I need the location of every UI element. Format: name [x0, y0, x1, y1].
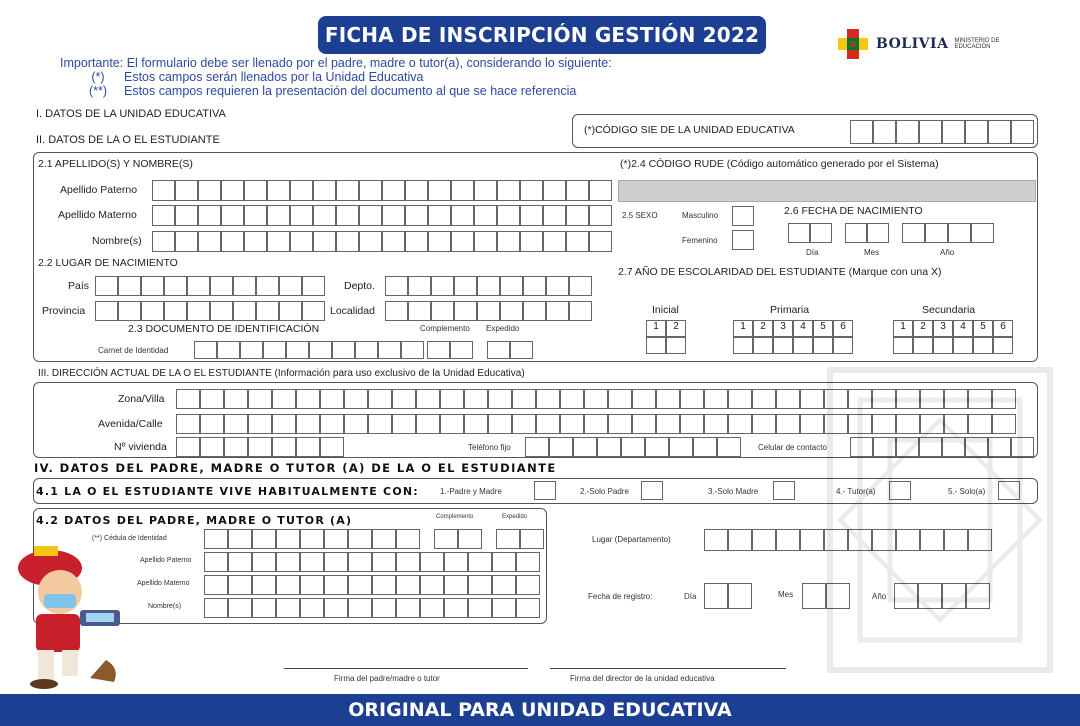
section-4-title: IV. DATOS DEL PADRE, MADRE O TUTOR (A) DE LA O EL ESTUDIANTE	[34, 461, 557, 475]
primaria-label: Primaria	[770, 304, 810, 316]
primaria-grade-5: 5	[813, 320, 833, 337]
note-mark-2: (**)	[88, 84, 108, 98]
depto-label: Depto.	[344, 280, 375, 292]
names-title: 2.1 APELLIDO(S) Y NOMBRE(S)	[38, 158, 193, 170]
carnet-label: Carnet de Identidad	[98, 346, 169, 355]
parent-materno-input[interactable]	[204, 575, 540, 595]
doc-complemento-label: Complemento	[420, 324, 470, 333]
watermark-pattern	[820, 360, 1060, 680]
sexo-label: 2.5 SEXO	[622, 211, 658, 220]
provincia-input[interactable]	[95, 301, 325, 321]
parent-data-title: 4.2 DATOS DEL PADRE, MADRE O TUTOR (A)	[36, 514, 353, 527]
localidad-label: Localidad	[330, 305, 375, 317]
parent-ci-label: (**) Cédula de Identidad	[92, 535, 167, 542]
section-1-title: I. DATOS DE LA UNIDAD EDUCATIVA	[36, 108, 226, 120]
option-5-label: 5.- Solo(a)	[948, 487, 986, 496]
section-2-title: II. DATOS DE LA O EL ESTUDIANTE	[36, 134, 220, 146]
director-signature-line	[550, 668, 786, 669]
mascot-illustration	[10, 540, 130, 690]
registro-mes-label: Mes	[778, 590, 794, 599]
pais-input[interactable]	[95, 276, 325, 296]
fecha-registro-label: Fecha de registro:	[588, 592, 653, 601]
option-2-label: 2.-Solo Padre	[580, 487, 629, 496]
sie-code-input[interactable]	[850, 120, 1034, 144]
bolivia-emblem-icon	[836, 27, 870, 61]
note-mark-1: (*)	[91, 70, 105, 84]
vivienda-input[interactable]	[176, 437, 344, 457]
pais-label: País	[68, 280, 90, 292]
parent-complemento-input[interactable]	[434, 529, 482, 549]
parent-expedido-label: Expedido	[502, 514, 528, 520]
parent-nombres-label: Nombre(s)	[148, 603, 182, 610]
telefono-label: Teléfono fijo	[468, 443, 511, 452]
director-signature-label: Firma del director de la unidad educativa	[570, 674, 715, 683]
primaria-grades	[733, 320, 853, 337]
femenino-checkbox[interactable]	[732, 230, 754, 250]
secundaria-grade-2: 2	[913, 320, 933, 337]
inicial-check-row[interactable]	[646, 337, 686, 354]
primaria-grade-4: 4	[793, 320, 813, 337]
secundaria-check-row[interactable]	[893, 337, 1013, 354]
escolaridad-label: 2.7 AÑO DE ESCOLARIDAD DEL ESTUDIANTE (Marque con una X)	[618, 266, 942, 278]
note-text-1: Estos campos serán llenados por la Unidad Educativa	[124, 70, 424, 84]
note-text-2: Estos campos requieren la presentación del documento al que se hace referencia	[124, 84, 577, 98]
secundaria-label: Secundaria	[922, 304, 976, 316]
doc-expedido-input[interactable]	[487, 341, 533, 359]
masculino-label: Masculino	[682, 211, 719, 220]
birth-year-input[interactable]	[902, 223, 994, 243]
secundaria-grade-5: 5	[973, 320, 993, 337]
sie-label: (*)CÓDIGO SIE DE LA UNIDAD EDUCATIVA	[584, 124, 795, 136]
registro-dia-input[interactable]	[704, 583, 752, 609]
fecha-nac-label: 2.6 FECHA DE NACIMIENTO	[784, 205, 923, 217]
secundaria-grade-3: 3	[933, 320, 953, 337]
materno-label: Apellido Materno	[58, 209, 137, 221]
secundaria-grade-6: 6	[993, 320, 1013, 337]
parent-ci-input[interactable]	[204, 529, 420, 549]
section-3-title: III. DIRECCIÓN ACTUAL DE LA O EL ESTUDIANTE (Información para uso exclusivo de la Unidad Educativa)	[38, 368, 525, 379]
secundaria-grades	[893, 320, 1013, 337]
option-1-label: 1.-Padre y Madre	[440, 487, 502, 496]
telefono-input[interactable]	[525, 437, 741, 457]
primaria-check-row[interactable]	[733, 337, 853, 354]
logo-brand: BOLIVIA	[876, 36, 949, 52]
parent-signature-label: Firma del padre/madre o tutor	[334, 674, 440, 683]
option-3-checkbox[interactable]	[773, 481, 795, 500]
inicial-label: Inicial	[652, 304, 679, 316]
primaria-grade-2: 2	[753, 320, 773, 337]
parent-signature-line	[284, 668, 528, 669]
bolivia-logo	[836, 27, 1014, 61]
option-2-checkbox[interactable]	[641, 481, 663, 500]
doc-expedido-label: Expedido	[486, 324, 520, 333]
zona-label: Zona/Villa	[118, 393, 165, 405]
registro-anio-label: Año	[872, 592, 887, 601]
form-title: FICHA DE INSCRIPCIÓN GESTIÓN 2022	[318, 16, 766, 54]
parent-paterno-input[interactable]	[204, 552, 540, 572]
registro-dia-label: Día	[684, 592, 697, 601]
lugar-nac-title: 2.2 LUGAR DE NACIMIENTO	[38, 257, 178, 269]
primaria-grade-1: 1	[733, 320, 753, 337]
birth-day-input[interactable]	[788, 223, 832, 243]
depto-input[interactable]	[385, 276, 592, 296]
rude-label: (*)2.4 CÓDIGO RUDE (Código automático generado por el Sistema)	[620, 158, 939, 170]
instructions	[60, 56, 612, 98]
inicial-grades	[646, 320, 686, 337]
inicial-grade-2: 2	[666, 320, 686, 337]
secundaria-grade-1: 1	[893, 320, 913, 337]
parent-paterno-label: Apellido Paterno	[140, 557, 192, 564]
lives-with-title: 4.1 LA O EL ESTUDIANTE VIVE HABITUALMENTE CON:	[36, 485, 419, 498]
option-1-checkbox[interactable]	[534, 481, 556, 500]
student-nombres-input[interactable]	[152, 231, 612, 252]
primaria-grade-3: 3	[773, 320, 793, 337]
student-paterno-input[interactable]	[152, 180, 612, 201]
option-3-label: 3.-Solo Madre	[708, 487, 759, 496]
secundaria-grade-4: 4	[953, 320, 973, 337]
parent-materno-label: Apellido Materno	[137, 580, 190, 587]
mes-label: Mes	[864, 248, 880, 257]
parent-nombres-input[interactable]	[204, 598, 540, 618]
parent-complemento-label: Complemento	[436, 514, 474, 520]
student-materno-input[interactable]	[152, 205, 612, 226]
option-4-label: 4.- Tutor(a)	[836, 487, 876, 496]
femenino-label: Femenino	[682, 236, 718, 245]
footer-banner: ORIGINAL PARA UNIDAD EDUCATIVA	[0, 694, 1080, 726]
dia-label: Día	[806, 248, 819, 257]
anio-label: Año	[940, 248, 955, 257]
masculino-checkbox[interactable]	[732, 206, 754, 226]
birth-month-input[interactable]	[845, 223, 889, 243]
localidad-input[interactable]	[385, 301, 592, 321]
carnet-input[interactable]	[194, 341, 424, 359]
parent-expedido-input[interactable]	[496, 529, 544, 549]
nombres-label: Nombre(s)	[92, 235, 142, 247]
doc-complemento-input[interactable]	[427, 341, 473, 359]
inicial-grade-1: 1	[646, 320, 666, 337]
logo-ministry: MINISTERIO DE EDUCACIÓN	[954, 38, 1000, 50]
avenida-label: Avenida/Calle	[98, 418, 163, 430]
rude-field	[618, 180, 1036, 202]
paterno-label: Apellido Paterno	[60, 184, 138, 196]
doc-title: 2.3 DOCUMENTO DE IDENTIFICACIÓN	[128, 323, 320, 335]
celular-label: Celular de contacto	[758, 443, 827, 452]
primaria-grade-6: 6	[833, 320, 853, 337]
vivienda-label: Nº vivienda	[114, 441, 167, 453]
provincia-label: Provincia	[42, 305, 86, 317]
lugar-label: Lugar (Departamento)	[592, 535, 671, 544]
instructions-intro: Importante: El formulario debe ser llenado por el padre, madre o tutor(a), considerando lo siguiente:	[60, 56, 612, 70]
